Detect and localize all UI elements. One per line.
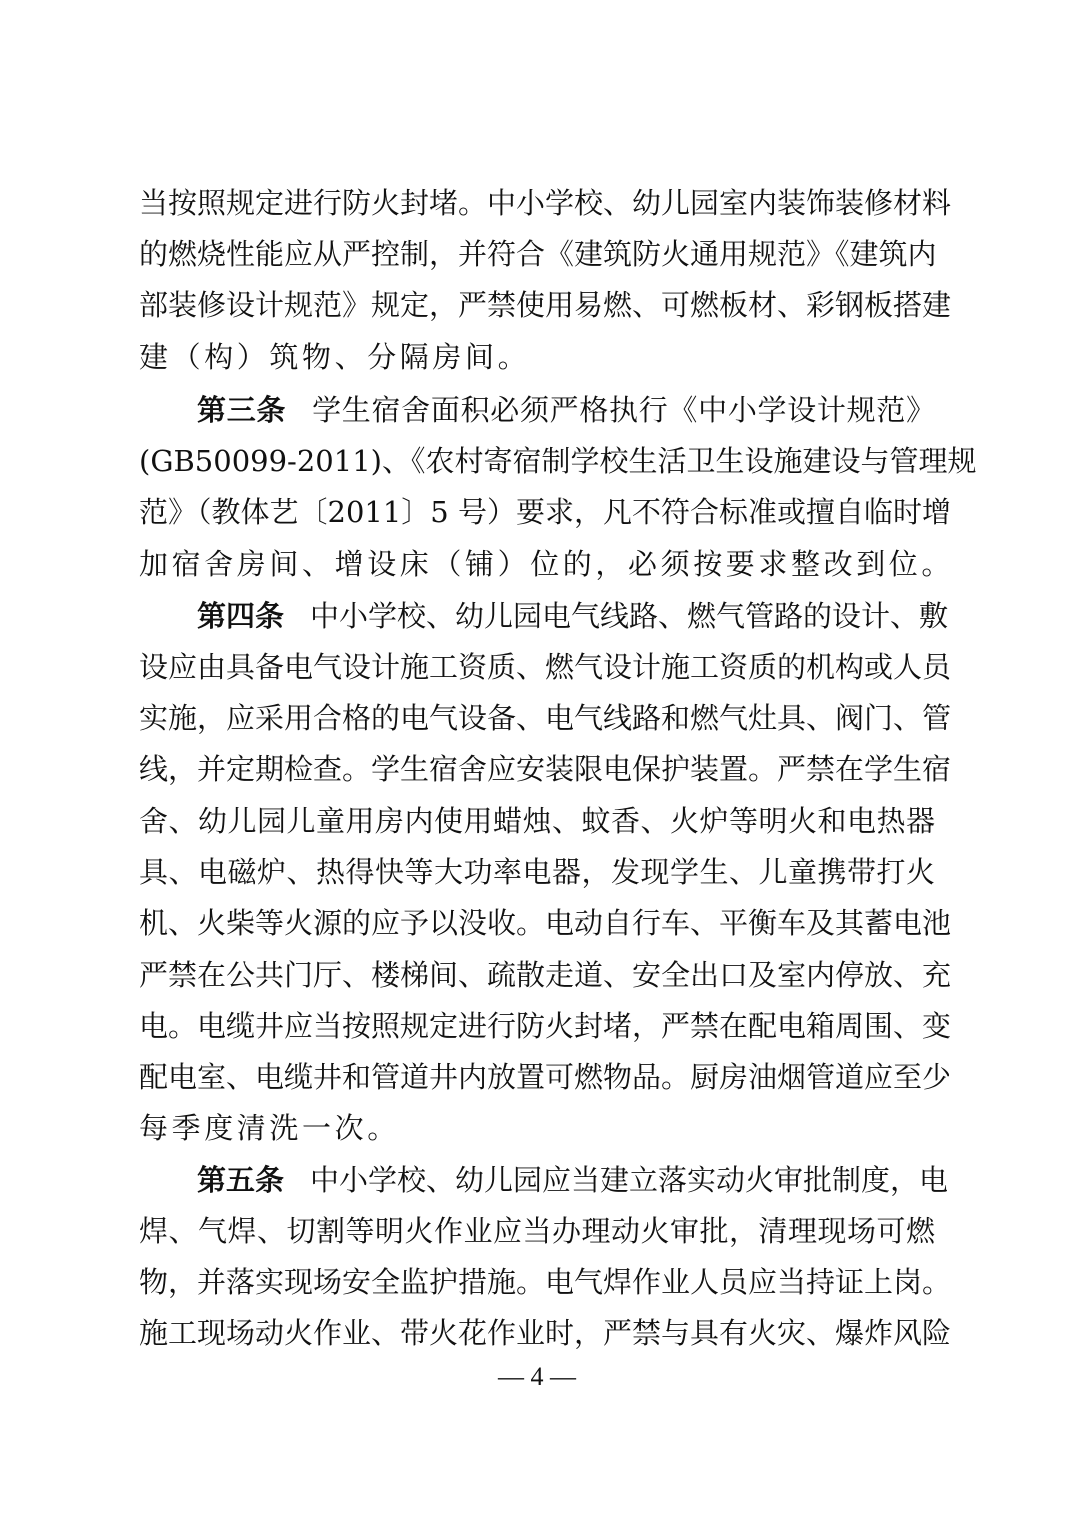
- body-text: 学生宿舍面积必须严格执行《中小学设计规范》: [312, 393, 935, 427]
- body-text-line: 具、电磁炉、热得快等大功率电器，发现学生、儿童携带打火: [139, 855, 935, 889]
- body-text-line: 加宿舍房间、增设床（铺）位的，必须按要求整改到位。: [139, 547, 955, 581]
- body-text-line: 范》（教体艺〔2011〕5 号）要求，凡不符合标准或擅自临时增: [139, 495, 951, 529]
- body-text-line: 设应由具备电气设计施工资质、燃气设计施工资质的机构或人员: [139, 650, 952, 684]
- body-text-line: 配电室、电缆井和管道井内放置可燃物品。厨房油烟管道应至少: [139, 1060, 952, 1094]
- body-text-line: 每季度清洗一次。: [139, 1111, 400, 1145]
- article-heading: 第五条: [197, 1163, 285, 1197]
- body-text-line: 物，并落实现场安全监护措施。电气焊作业人员应当持证上岗。: [139, 1265, 952, 1299]
- body-text-line: 机、火柴等火源的应予以没收。电动自行车、平衡车及其蓄电池: [139, 906, 952, 940]
- body-text-line: 线，并定期检查。学生宿舍应安装限电保护装置。严禁在学生宿: [139, 752, 952, 786]
- article-first-line: [197, 596, 949, 636]
- article-first-line: [197, 1160, 949, 1200]
- body-text-line: 部装修设计规范》规定，严禁使用易燃、可燃板材、彩钢板搭建: [139, 288, 952, 322]
- body-text: 中小学校、幼儿园电气线路、燃气管路的设计、敷: [310, 599, 949, 633]
- body-text-line: 严禁在公共门厅、楼梯间、疏散走道、安全出口及室内停放、充: [139, 958, 952, 992]
- article-first-line: [197, 390, 935, 430]
- body-text-line: 焊、气焊、切割等明火作业应当办理动火审批，清理现场可燃: [139, 1214, 935, 1248]
- article-heading: 第三条: [197, 393, 287, 427]
- page-number: — 4 —: [498, 1362, 576, 1391]
- body-text-line: 的燃烧性能应从严控制，并符合《建筑防火通用规范》《建筑内: [139, 237, 937, 271]
- body-text-line: 施工现场动火作业、带火花作业时，严禁与具有火灾、爆炸风险: [139, 1316, 952, 1350]
- body-text-line: (GB50099-2011)、《农村寄宿制学校生活卫生设施建设与管理规: [139, 444, 977, 478]
- body-text: 中小学校、幼儿园应当建立落实动火审批制度，电: [310, 1163, 949, 1197]
- body-text-line: 舍、幼儿园儿童用房内使用蜡烛、蚊香、火炉等明火和电热器: [139, 804, 935, 838]
- body-text-line: 电。电缆井应当按照规定进行防火封堵，严禁在配电箱周围、变: [139, 1009, 952, 1043]
- body-text-line: 实施，应采用合格的电气设备、电气线路和燃气灶具、阀门、管: [139, 701, 952, 735]
- article-heading: 第四条: [197, 599, 285, 633]
- body-text-line: 当按照规定进行防火封堵。中小学校、幼儿园室内装饰装修材料: [139, 186, 952, 220]
- body-text-line: 建（构）筑物、分隔房间。: [139, 340, 531, 374]
